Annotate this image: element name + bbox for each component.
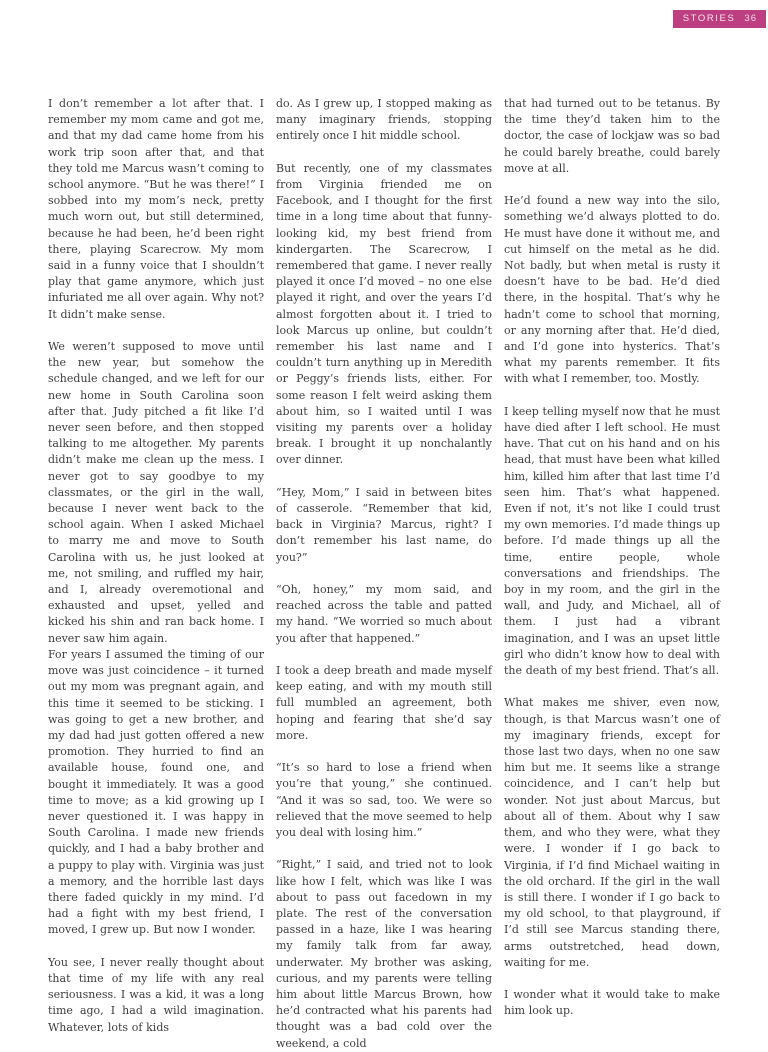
paragraph: I wonder what it would take to make him look up. — [504, 988, 720, 1018]
text-column-3 — [504, 96, 720, 1052]
paragraph: that had turned out to be tetanus. By the time they’d taken him to the doctor, the case of lockjaw was so bad he could barely breathe, could barely move at all. — [504, 97, 720, 175]
paragraph: He’d found a new way into the silo, something we’d always plotted to do. He must have done it without me, and cut himself on the metal as he did. Not badly, but when metal is rusty it doesn’t have to be bad. He’d died there, in the hospital. That’s why he hadn’t come to school that morning, or any morning after that. He’d died, and I’d gone into hysterics. That’s what my parents remember. It fits with what I remember, too. Mostly. — [504, 194, 720, 386]
paragraph: We weren’t supposed to move until the new year, but somehow the schedule changed, and we left for our new home in South Carolina soon after that. Judy pitched a fit like I’d never seen before, and then stopped talking to me altogether. My parents didn’t make me clean up the mess. I never got to say goodbye to my classmates, or the girl in the wall, because I never went back to the school again. When I asked Michael to marry me and move to South Carolina with us, he just looked at me, not smiling, and ruffled my hair, and I, already overemotional and exhausted and upset, yelled and kicked his shin and ran back home. I never saw him again. — [48, 340, 264, 645]
paragraph: do. As I grew up, I stopped making as many imaginary friends, stopping entirely once I hit middle school. — [276, 97, 492, 143]
paragraph: I keep telling myself now that he must have died after I left school. He must have. That cut on his hand and on his head, that must have been what killed him, killed him after that last time I’d seen him. That’s what happened. Even if not, it’s not like I could trust my own memories. I’d made things up before. I’d made things up all the time, entire people, whole conversations and friendships. The boy in my room, and the girl in the wall, and Judy, and Michael, all of them. I just had a vibrant imagination, and I was an upset little girl who didn’t know how to deal with the death of my best friend. That’s all. — [504, 404, 720, 678]
text-column-2 — [276, 96, 492, 1052]
paragraph: “Hey, Mom,” I said in between bites of casserole. “Remember that kid, back in Virginia? Marcus, right? I don’t remember his last name, do you?” — [276, 485, 492, 564]
paragraph: What makes me shiver, even now, though, is that Marcus wasn’t one of my imaginary friends, except for those last two days, when no one saw him but me. It seems like a strange coincidence, and I can’t help but wonder. Not just about Marcus, but about all of them. About why I saw them, and who they were, what they were. I wonder if I go back to Virginia, if I’d find Michael waiting in the old orchard. If the girl in the wall is still there. I wonder if I go back to my old school, to that playground, if I’d still see Marcus standing there, arms outstretched, head down, waiting for me. — [504, 696, 720, 969]
paragraph: “It’s so hard to lose a friend when you’re that young,” she continued. “And it was so sad, too. We were so relieved that the move seemed to help you deal with losing him.” — [276, 761, 492, 840]
article-body — [48, 96, 720, 1052]
paragraph: I took a deep breath and made myself keep eating, and with my mouth still full mumbled an agreement, both hoping and fearing that she’d say more. — [276, 664, 492, 742]
paragraph: You see, I never really thought about that time of my life with any real seriousness. I was a kid, it was a long time ago, I had a wild imagination. Whatever, lots of kids — [48, 955, 264, 1034]
paragraph: “Right,” I said, and tried not to look like how I felt, which was like I was about to pass out facedown in my plate. The rest of the conversation passed in a haze, like I was hearing my family talk from far away, underwater. My brother was asking, curious, and my parents were telling him about little Marcus Brown, how he’d contracted what his parents had thought was a bad cold over the weekend, a cold — [276, 858, 492, 1050]
text-column-1 — [48, 96, 264, 1052]
paragraph: I don’t remember a lot after that. I remember my mom came and got me, and that my dad came home from his work trip soon after that, and that they told me Marcus wasn’t coming to school anymore. “But he was there!” I sobbed into my mom’s neck, pretty much worn out, but still determined, because he had been, he’d been right there, playing Scarecrow. My mom said in a funny voice that I shouldn’t play that game anymore, which just infuriated me all over again. Why not? It didn’t make sense. — [48, 97, 264, 321]
paragraph: For years I assumed the timing of our move was just coincidence – it turned out my mom was pregnant again, and this time it seemed to be sticking. I was going to get a new brother, and my dad had just gotten offered a new promotion. They hurried to find an available house, found one, and bought it immediately. It was a good time to move; as a kid growing up I never questioned it. I was happy in South Carolina. I made new friends quickly, and I had a baby brother and a puppy to play with. Virginia was just a memory, and the horrible last days there faded quickly in my mind. I’d had a fight with my best friend, I moved, I grew up. But now I wonder. — [48, 647, 264, 937]
section-badge — [673, 10, 766, 28]
section-label: STORIES — [682, 13, 736, 24]
page-number: 36 — [744, 13, 757, 24]
paragraph: “Oh, honey,” my mom said, and reached across the table and patted my hand. “We worried so much about you after that happened.” — [276, 583, 492, 645]
paragraph: But recently, one of my classmates from Virginia friended me on Facebook, and I thought for the first time in a long time about that funny-looking kid, my best friend from kindergarten. The Scarecrow, I remembered that game. I never really played it once I’d moved – no one else played it right, and over the years I’d almost forgotten about it. I tried to look Marcus up online, but couldn’t remember his last name and I couldn’t turn anything up in Meredith or Peggy’s friends lists, either. For some reason I felt weird asking them about him, so I waited until I was visiting my parents over a holiday break. I brought it up nonchalantly over dinner. — [276, 161, 492, 467]
